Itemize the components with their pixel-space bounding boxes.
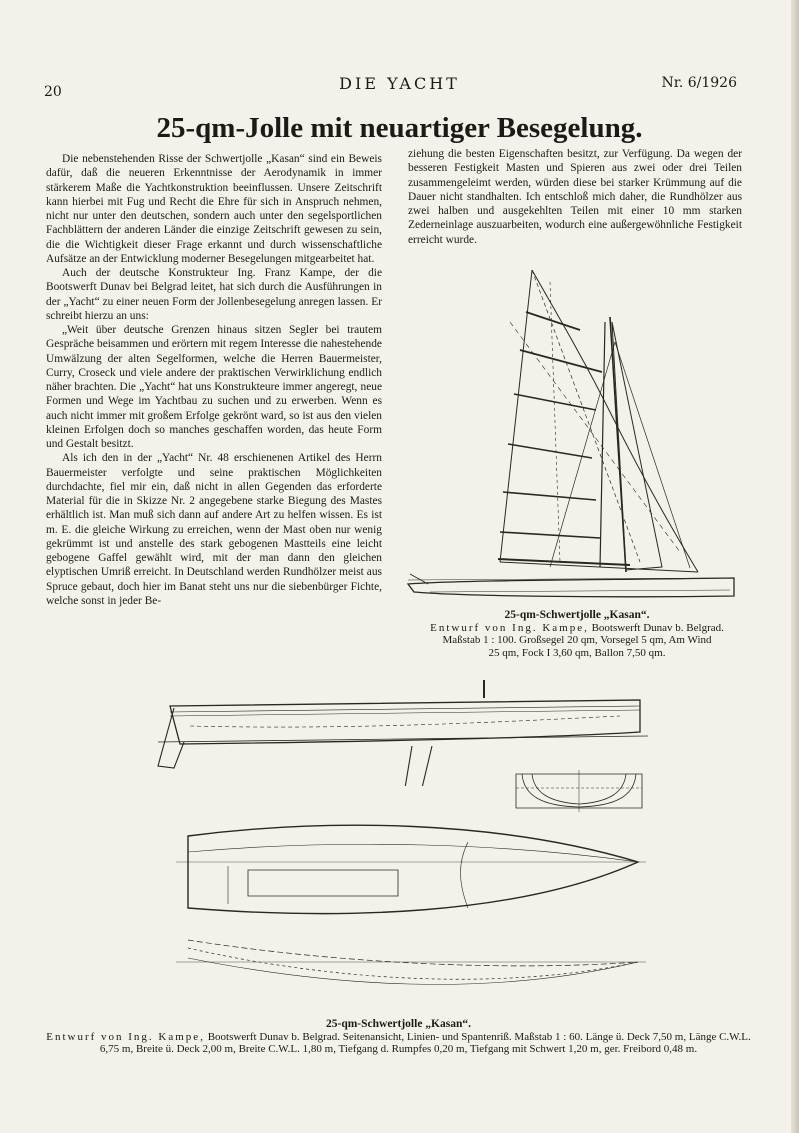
paragraph: „Weit über deutsche Grenzen hinaus sitzen Segler bei trautem Gespräche beisammen und erörtern mit regem Interesse die nahestehende Umwälzung der alten Segelformen, welche die Herren Bauermeister, Curry, Croseck und viele andere der praktischen Verwirklichung endlich näher brachten. Die „Yacht“ hat uns Konstrukteure immer angeregt, neue Formen und Wege im Yachtbau zu suchen und zu erwerben. Wenn es auch nicht immer mit großem Erfolge gekrönt ward, so ist aus den vielen kleinen Erfolgen doch so manches geschaffen worden, das heute Form und Gestalt besitzt.: [46, 324, 382, 450]
figure1-caption-line1: [400, 622, 754, 635]
figure2-caption-title: 25-qm-Schwertjolle „Kasan“.: [325, 1018, 471, 1030]
paragraph: Die nebenstehenden Risse der Schwertjolle „Kasan“ sind ein Beweis dafür, daß die neueren Erkenntnisse der Aerodynamik in immer stärkerem Maße die Yachtkonstruktion beeinflussen. Unsere Zeitschrift kann hierbei mit Fug und Recht die Ehre für sich in Anspruch nehmen, nicht nur unter den deutschen, sondern auch unter den segelsportlichen Fachblättern der anderen Länder die einzige Zeitschrift gewesen zu sein, die die Wichtigkeit dieser Frage erkannt und durch wissenschaftliche Aufsätze an der Entwicklung moderner Besegelungen mitgearbeitet hat.: [46, 153, 382, 265]
page-edge: [791, 0, 799, 1133]
left-text-column: [46, 152, 382, 662]
paragraph: Auch der deutsche Konstrukteur Ing. Franz Kampe, der die Bootswerft Dunav bei Belgrad leitet, hat sich durch die Ausführungen in der „Yacht“ zu einer neuen Form der Jollenbesegelung anregen lassen. Er schreibt hierzu an uns:: [46, 267, 382, 322]
designer-name: Entwurf von Ing. Kampe,: [46, 1030, 205, 1043]
paragraph: ziehung die besten Eigenschaften besitzt, zur Verfügung. Da wegen der besseren Festigkeit Masten und Spieren aus zwei oder drei Teilen zusammengeleimt werden, würden diese bei starker Krümmung auf die Dauer nicht standhalten. Ich entschloß mich daher, die Rundhölzer aus zwei halben und ausgekehlten Teilen mit einer 10 mm starken Zederneinlage auszuarbeiten, wodurch eine außergewöhnliche Festigkeit erreicht wurde.: [408, 148, 742, 246]
figure1-caption-line3: 25 qm, Fock I 3,60 qm, Ballon 7,50 qm.: [488, 646, 666, 659]
figure2-caption-body: [46, 1031, 751, 1056]
figure2-caption: [46, 1018, 751, 1056]
page-number: 20: [44, 84, 62, 100]
body-plan-drawing: [512, 766, 647, 816]
figure2-caption-text: Bootswerft Dunav b. Belgrad. Seitenansicht, Linien- und Spantenriß. Maßstab 1 : 60. Länge ü. Deck 7,50 m, Länge C.W.L. 6,75 m, Breite ü. Deck 2,00 m, Breite C.W.L. 1,80 m, Tiefgang d. Rumpfes 0,20 m, Tiefgang mit Schwert 1,20 m, ger. Freibord 0,48 m.: [99, 1030, 751, 1055]
issue-number: Nr. 6/1926: [661, 75, 737, 91]
lines-plan-drawing: [168, 812, 648, 1002]
figure1-caption-title: 25-qm-Schwertjolle „Kasan“.: [504, 609, 650, 621]
article-title: 25-qm-Jolle mit neuartiger Besegelung.: [156, 112, 643, 144]
designer-name: Entwurf von Ing. Kampe,: [430, 621, 589, 634]
right-text-column: [408, 147, 742, 262]
figure1-caption-line2: Maßstab 1 : 100. Großsegel 20 qm, Vorsegel 5 qm, Am Wind: [442, 634, 712, 646]
sail-plan-drawing: [400, 262, 760, 602]
shipyard-name: Bootswerft Dunav b. Belgrad.: [588, 621, 724, 634]
figure1-caption: [400, 609, 754, 659]
paragraph: Als ich den in der „Yacht“ Nr. 48 erschienenen Artikel des Herrn Bauermeister verfolgte und seine praktischen Möglichkeiten durchdachte, fiel mir ein, daß nicht in allen Gegenden das erforderte Material für die in Skizze Nr. 2 angegebene starke Biegung des Mastes erhältlich ist. Man muß sich dann auf andere Art zu helfen wissen. Es ist m. E. die gleiche Wirkung zu erreichen, wenn der Mast oben nur wenig gekrümmt ist und anstelle des stark gebogenen Mastteils eine leicht gebogene Gaffel gewählt wird, mit der man dann den gleichen elyptischen Umriß erreicht. In Deutschland werden Rundhölzer meist aus Spruce gebaut, doch hier im Banat steht uns nur die siebenbürger Fichte, welche sonst in jeder Be-: [46, 452, 382, 607]
running-head-journal: DIE YACHT: [339, 74, 460, 93]
